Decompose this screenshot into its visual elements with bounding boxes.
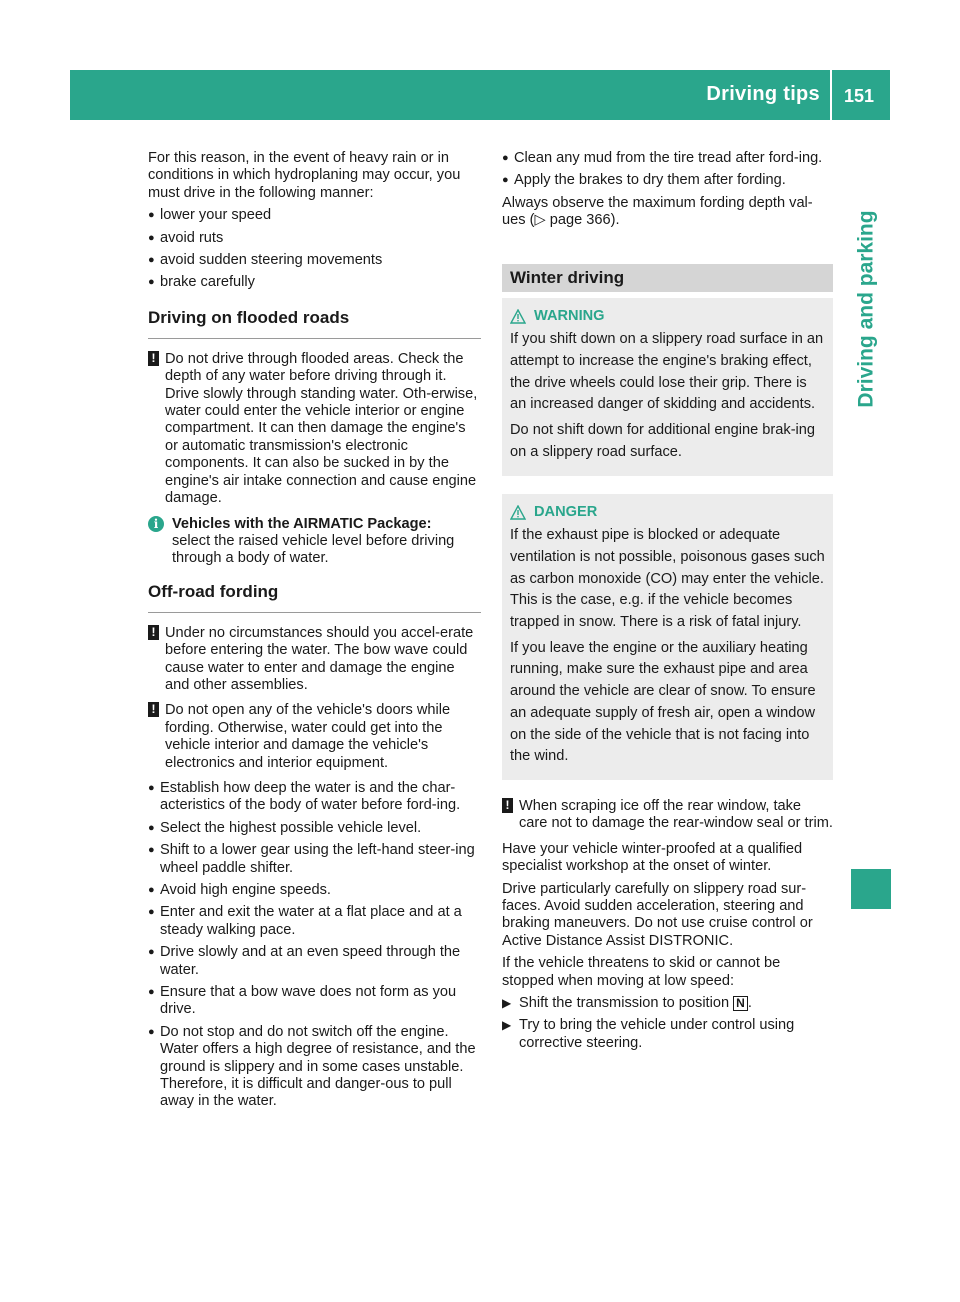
- danger-label: DANGER: [534, 503, 598, 520]
- side-tab-marker: [851, 869, 891, 909]
- list-item: ● avoid ruts: [148, 229, 224, 246]
- bullet-icon: ●: [148, 231, 155, 244]
- info-text: select the raised vehicle level before driving through a body of water.: [172, 532, 455, 567]
- side-tab-label: Driving and parking: [854, 210, 878, 408]
- bullet-icon: ●: [148, 254, 155, 267]
- bullet-icon: ●: [148, 986, 155, 999]
- danger-box: [502, 494, 833, 780]
- info-title: Vehicles with the AIRMATIC Package:: [172, 515, 432, 532]
- danger-text-2: If you leave the engine or the auxiliary heating running, make sure the exhaust pipe and area around the vehicle are clear of snow. To ensure an adequate supply of fresh air, open a window on the side of the vehicle that is not facing into the wind.: [510, 639, 816, 765]
- bullet-icon: ●: [148, 844, 155, 857]
- exclamation-icon: !: [148, 625, 159, 640]
- list-item: ● Establish how deep the water is and the char-acteristics of the body of water before ford-ing.: [148, 779, 461, 814]
- bullet-icon: ●: [502, 152, 509, 164]
- list-item: ● Avoid high engine speeds.: [148, 882, 331, 898]
- fording-depth-note: Always observe the maximum fording depth val-ues (▷ page 366).: [502, 194, 813, 229]
- bullet-icon: ●: [148, 906, 155, 919]
- list-item: ● Ensure that a bow wave does not form as you drive.: [148, 984, 457, 1018]
- intro-paragraph: For this reason, in the event of heavy rain or in conditions in which hydroplaning may occur, you must drive in the following manner:: [148, 150, 461, 201]
- page-reference-link[interactable]: page 366).: [549, 212, 620, 229]
- bullet-icon: ●: [148, 781, 155, 794]
- section-title-flooded: Driving on flooded roads: [148, 308, 481, 339]
- list-item: ● Select the highest possible vehicle level.: [148, 819, 422, 836]
- info-icon: i: [148, 516, 164, 532]
- exclamation-icon: !: [148, 702, 159, 717]
- list-item: ● Enter and exit the water at a flat place and at a steady walking pace.: [148, 904, 462, 938]
- list-item: ● Drive slowly and at an even speed through the water.: [148, 944, 461, 978]
- bullet-icon: ●: [148, 276, 155, 289]
- bullet-icon: ●: [148, 1025, 155, 1038]
- notice-ice-scraping: ! When scraping ice off the rear window, take care not to damage the rear-window seal or trim.: [502, 798, 833, 833]
- danger-text-1: If the exhaust pipe is blocked or adequate ventilation is not possible, poisonous gases such as carbon monoxide (CO) may enter the vehicle. This is the case, e.g. if the vehicle becomes trapped in snow. There is a risk of fatal injury.: [510, 527, 825, 631]
- step-item: ▶ Shift the transmission to position N .: [502, 995, 752, 1012]
- bullet-icon: ●: [148, 946, 155, 959]
- step-arrow-icon: ▶: [502, 1018, 512, 1033]
- warning-header: [510, 306, 825, 328]
- bullet-icon: ●: [148, 884, 155, 896]
- bullet-icon: ●: [502, 174, 509, 187]
- warning-triangle-icon: [510, 309, 526, 324]
- warning-text-1: If you shift down on a slippery road surface in an attempt to increase the engine's braking effect, the drive wheels could lose their grip. There is an increased danger of skidding and accidents.: [510, 331, 824, 413]
- step-arrow-icon: ▶: [502, 996, 512, 1011]
- left-column: [148, 150, 481, 1116]
- list-item: ● Apply the brakes to dry them after fording.: [502, 172, 786, 189]
- warning-box: [502, 298, 833, 476]
- list-item: ● Shift to a lower gear using the left-hand steer-ing wheel paddle shifter.: [148, 842, 475, 876]
- page-ref-arrow-icon: ▷: [534, 212, 546, 229]
- list-item: ● Clean any mud from the tire tread after ford-ing.: [502, 150, 823, 166]
- gear-n-icon: N: [733, 996, 748, 1011]
- list-item: ● Do not stop and do not switch off the engine. Water offers a high degree of resistance, and the ground is slippery and in some cases unstable. Therefore, it is difficult and danger-ous to pull away in the water.: [148, 1023, 476, 1110]
- notice-flooded: ! Do not drive through flooded areas. Check the depth of any water before driving through it. Drive slowly through standing water. Oth-erwise, water could enter the vehicle interior or engine compartment. It can then damage the engine's or automatic transmission's electronic components. It can also be sucked in by the engine's air intake connection and cause engine damage.: [148, 351, 481, 508]
- winter-paragraph-1: Have your vehicle winter-proofed at a qualified specialist workshop at the onset of winter.: [502, 840, 803, 875]
- page-section-title: Driving tips: [706, 83, 820, 105]
- section-title-offroad: Off-road fording: [148, 582, 481, 613]
- header-separator: [830, 70, 832, 120]
- list-item: ● avoid sudden steering movements: [148, 252, 383, 269]
- section-title-winter: Winter driving: [502, 264, 833, 292]
- danger-header: [510, 502, 825, 524]
- notice-accelerate: ! Under no circumstances should you accel-erate before entering the water. The bow wave could cause water to enter and damage the engine and other assemblies.: [148, 625, 481, 695]
- bullet-icon: ●: [148, 821, 155, 834]
- step-item: ▶ Try to bring the vehicle under control using corrective steering.: [502, 1017, 795, 1051]
- warning-text-2: Do not shift down for additional engine brak-ing on a slippery road surface.: [510, 422, 816, 460]
- winter-paragraph-3: If the vehicle threatens to skid or cannot be stopped when moving at low speed:: [502, 955, 781, 989]
- page-number: 151: [844, 86, 875, 106]
- exclamation-icon: !: [148, 351, 159, 366]
- notice-doors: ! Do not open any of the vehicle's doors while fording. Otherwise, water could get into the vehicle interior and damage the vehicle's electronics and interior equipment.: [148, 702, 481, 772]
- winter-paragraph-2: Drive particularly carefully on slippery road sur-faces. Avoid sudden acceleration, steering and braking maneuvers. Do not use cruise control or Active Distance Assist DISTRONIC.: [502, 880, 813, 949]
- bullet-icon: ●: [148, 209, 155, 222]
- list-item: ● brake carefully: [148, 274, 255, 291]
- list-item: ● lower your speed: [148, 207, 272, 224]
- warning-triangle-icon: [510, 505, 526, 520]
- info-airmatic: [148, 516, 481, 568]
- warning-label: WARNING: [534, 307, 605, 324]
- exclamation-icon: !: [502, 798, 513, 813]
- right-column: [502, 150, 833, 1057]
